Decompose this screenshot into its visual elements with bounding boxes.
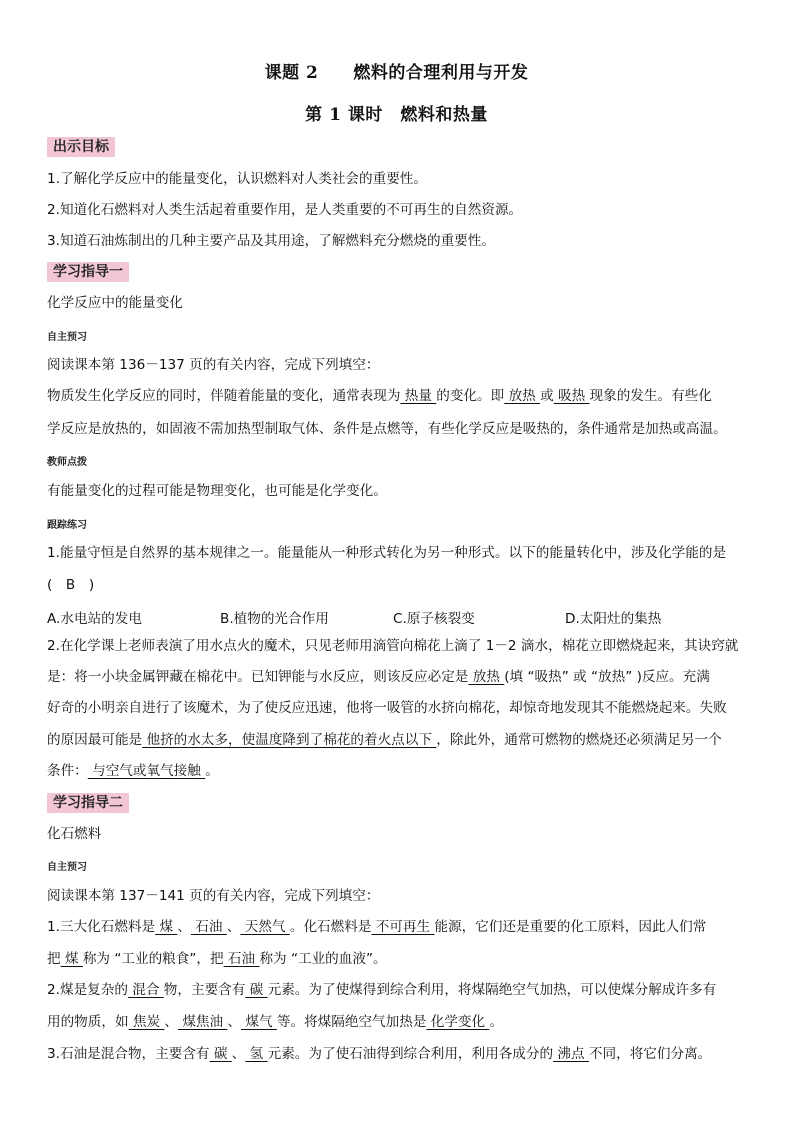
- blank-answer: 混合: [127, 982, 164, 998]
- objective-1: 1.了解化学反应中的能量变化，认识燃料对人类社会的重要性。: [47, 171, 427, 187]
- section-guide1-label: 学习指导一: [47, 262, 129, 282]
- guide2-paragraph-2: 2.煤是复杂的 混合 物，主要含有 碳 元素。为了使煤得到综合利用，将煤隔绝空气加热，可以使煤分解成许多有: [47, 982, 717, 998]
- guide1-paragraph-1: 物质发生化学反应的同时，伴随着能量的变化，通常表现为 热量 的变化。即 放热 或 吸热 现象的发生。有些化: [47, 388, 712, 404]
- blank-answer: 天然气: [240, 919, 290, 935]
- guide1-paragraph-1-cont: 学反应是放热的，如固液不需加热型制取气体、条件是点燃等，有些化学反应是吸热的，条件通常是加热或高温。: [47, 421, 727, 437]
- guide1-topic: 化学反应中的能量变化: [47, 295, 183, 311]
- question-1: 1.能量守恒是自然界的基本规律之一。能量能从一种形式转化为另一种形式。以下的能量转化中，涉及化学能的是: [47, 545, 727, 561]
- option-d: D.太阳灶的集热: [565, 611, 662, 627]
- section-objectives-label: 出示目标: [47, 137, 115, 157]
- blank-answer: 沸点: [553, 1046, 589, 1062]
- guide2-paragraph-3: 3.石油是混合物，主要含有 碳 、 氢 元素。为了使石油得到综合利用，利用各成分的 沸点 不同，将它们分离。: [47, 1046, 712, 1062]
- blank-answer: 煤气: [241, 1014, 277, 1030]
- blank-answer: 放热: [468, 669, 505, 685]
- question-2-line-3: 好奇的小明亲自进行了该魔术，为了使反应迅速，他将一吸管的水挤向棉花，却惊奇地发现其不能燃烧起来。失败: [47, 700, 727, 716]
- option-b: B.植物的光合作用: [220, 611, 329, 627]
- objective-3: 3.知道石油炼制出的几种主要产品及其用途，了解燃料充分燃烧的重要性。: [47, 233, 495, 249]
- page-title: 课题 2 燃料的合理利用与开发: [264, 63, 529, 83]
- objective-2: 2.知道化石燃料对人类生活起着重要作用，是人类重要的不可再生的自然资源。: [47, 202, 523, 218]
- teacher-tip-text: 有能量变化的过程可能是物理变化，也可能是化学变化。: [47, 483, 387, 499]
- blank-answer: 煤: [155, 919, 178, 935]
- question-2-line-5: 条件： 与空气或氧气接触 。: [47, 763, 219, 779]
- guide2-paragraph-1-cont: 把 煤 称为 “工业的粮食”，把 石油 称为 “工业的血液”。: [47, 951, 387, 967]
- section-guide2-label: 学习指导二: [47, 793, 129, 813]
- question-1-answer: ( B ): [47, 577, 95, 593]
- teacher-tip-label: 教师点拨: [47, 457, 87, 468]
- blank-answer: 碳: [209, 1046, 232, 1062]
- blank-answer: 不可再生: [371, 919, 435, 935]
- blank-answer: 石油: [190, 919, 227, 935]
- blank-answer: 石油: [223, 951, 260, 967]
- guide1-self-study-label: 自主预习: [47, 332, 87, 343]
- question-2-line-4: 的原因最可能是 他挤的水太多，使温度降到了棉花的着火点以下 ，除此外，通常可燃物的燃烧还必须满足另一个: [47, 732, 722, 748]
- blank-answer: 与空气或氧气接触: [87, 763, 206, 779]
- blank-answer: 焦炭: [128, 1014, 165, 1030]
- blank-answer: 化学变化: [426, 1014, 490, 1030]
- blank-answer: 氢: [245, 1046, 268, 1062]
- blank-answer: 他挤的水太多，使温度降到了棉花的着火点以下: [142, 732, 437, 748]
- blank-answer: 煤焦油: [178, 1014, 228, 1030]
- practice-label: 跟踪练习: [47, 520, 87, 531]
- option-a: A.水电站的发电: [47, 611, 142, 627]
- option-c: C.原子核裂变: [393, 611, 475, 627]
- blank-answer: 热量: [400, 388, 437, 404]
- guide2-paragraph-2-cont: 用的物质，如 焦炭 、 煤焦油 、 煤气 等。将煤隔绝空气加热是 化学变化 。: [47, 1014, 504, 1030]
- guide2-reading: 阅读课本第 137－141 页的有关内容，完成下列填空：: [47, 888, 380, 904]
- guide2-paragraph-1: 1.三大化石燃料是 煤 、 石油 、 天然气 。化石燃料是 不可再生 能源，它们还是重要的化工原料，因此人们常: [47, 919, 707, 935]
- blank-answer: 碳: [245, 982, 268, 998]
- blank-answer: 放热: [504, 388, 541, 404]
- guide1-reading: 阅读课本第 136－137 页的有关内容，完成下列填空：: [47, 357, 380, 373]
- question-2-line-1: 2.在化学课上老师表演了用水点火的魔术，只见老师用滴管向棉花上滴了 1－2 滴水，棉花立即燃烧起来，其诀窍就: [47, 638, 739, 654]
- guide2-self-study-label: 自主预习: [47, 862, 87, 873]
- blank-answer: 煤: [60, 951, 83, 967]
- blank-answer: 吸热: [553, 388, 590, 404]
- page-subtitle: 第 1 课时 燃料和热量: [305, 105, 488, 125]
- question-2-line-2: 是：将一小块金属钾藏在棉花中。已知钾能与水反应，则该反应必定是 放热 (填 “吸热” 或 “放热” )反应。充满: [47, 669, 710, 685]
- guide2-topic: 化石燃料: [47, 826, 102, 842]
